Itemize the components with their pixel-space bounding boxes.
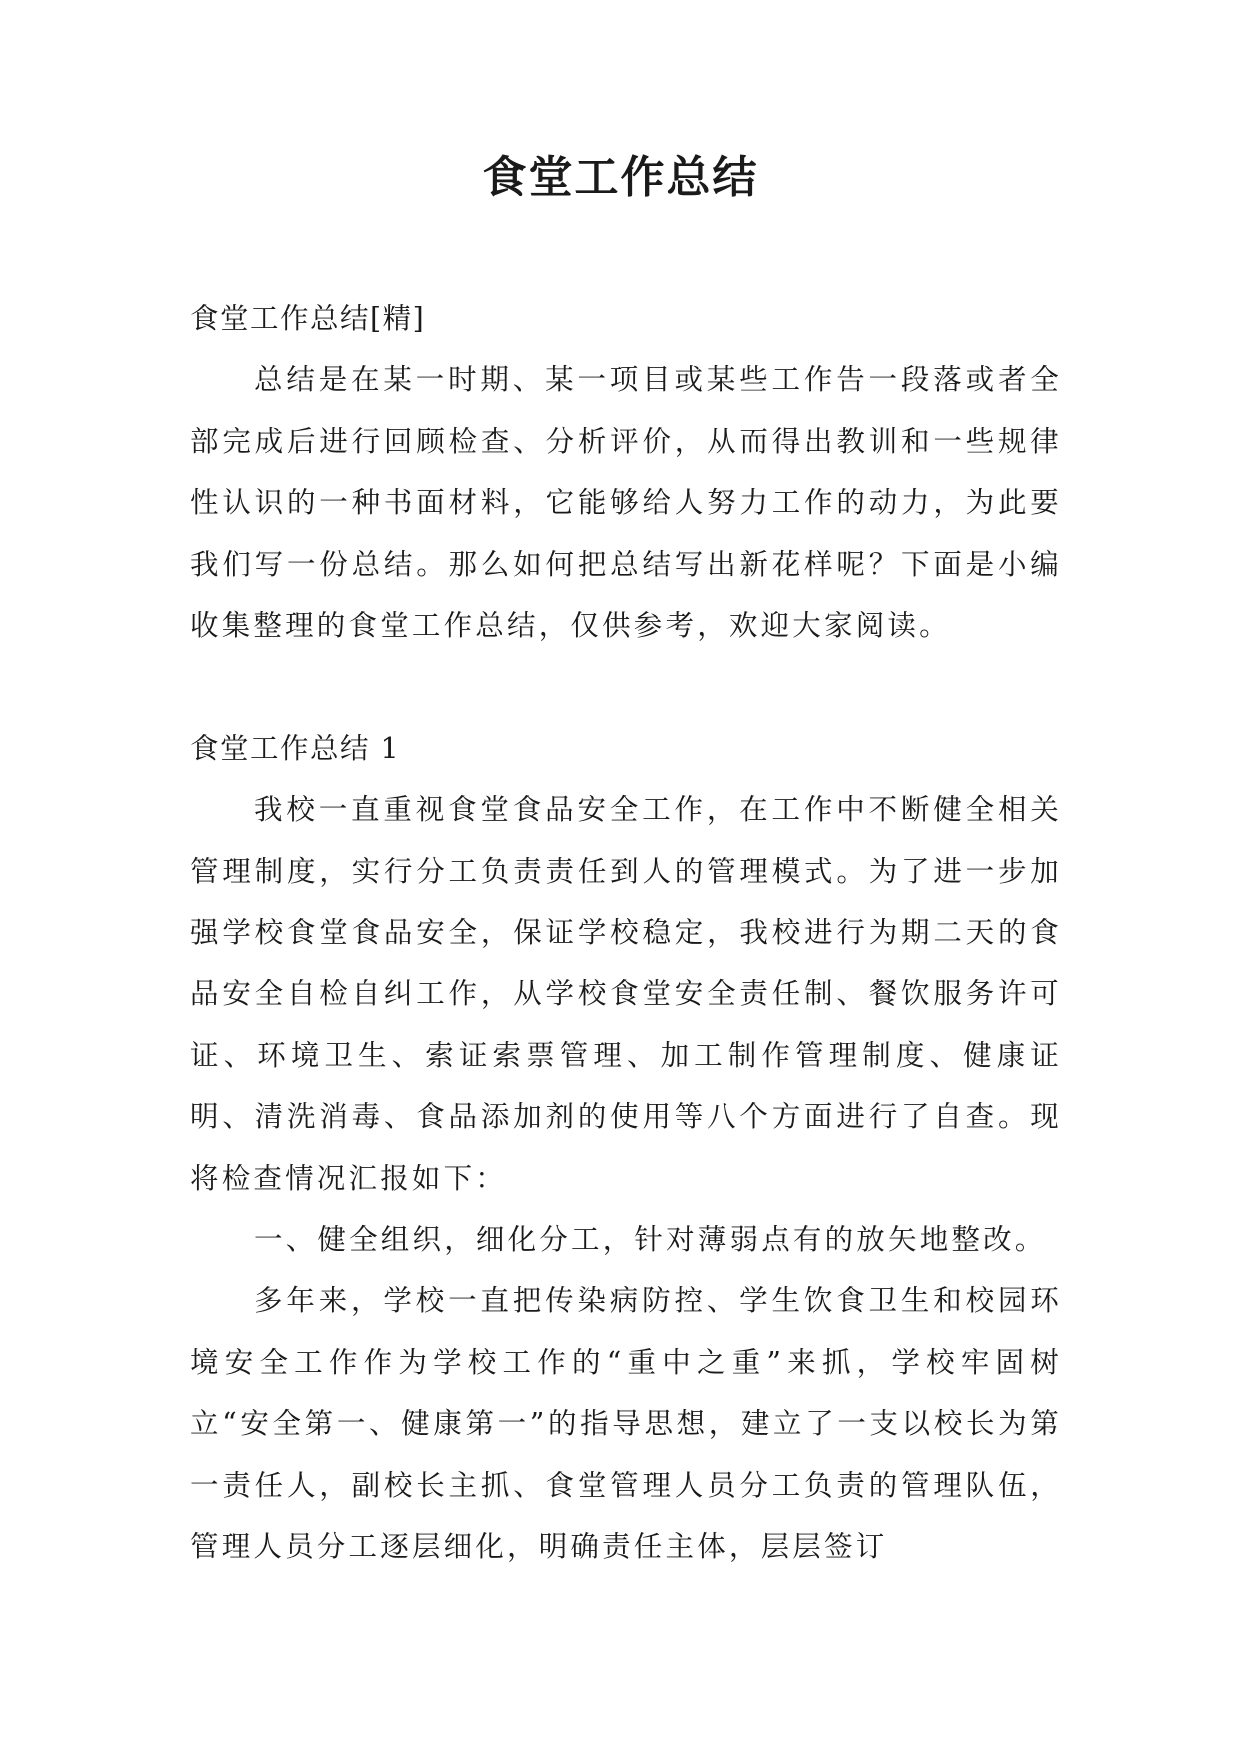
document-subtitle: 食堂工作总结[精] (190, 302, 426, 335)
intro-paragraph: 总结是在某一时期、某一项目或某些工作告一段落或者全部完成后进行回顾检查、分析评价，从而得出教训和一些规律性认识的一种书面材料，它能够给人努力工作的动力，为此要我们写一份总结。那么如何把总结写出新花样呢？下面是小编收集整理的食堂工作总结，仅供参考，欢迎大家阅读。 (190, 363, 1062, 643)
body-paragraph: 多年来，学校一直把传染病防控、学生饮食卫生和校园环境安全工作作为学校工作的“重中之重”来抓，学校牢固树立“安全第一、健康第一”的指导思想，建立了一支以校长为第一责任人，副校长主抓、食堂管理人员分工负责的管理队伍，管理人员分工逐层细化，明确责任主体，层层签订 (190, 1284, 1062, 1564)
body-paragraph: 我校一直重视食堂食品安全工作，在工作中不断健全相关管理制度，实行分工负责责任到人的管理模式。为了进一步加强学校食堂食品安全，保证学校稳定，我校进行为期二天的食品安全自检自纠工作，从学校食堂安全责任制、餐饮服务许可证、环境卫生、索证索票管理、加工制作管理制度、健康证明、清洗消毒、食品添加剂的使用等八个方面进行了自查。现将检查情况汇报如下： (190, 793, 1062, 1195)
paragraph-spacer (190, 656, 1062, 717)
document-title: 食堂工作总结 (482, 152, 759, 203)
section-heading: 食堂工作总结 1 (190, 731, 401, 765)
list-item-heading: 一、健全组织，细化分工，针对薄弱点有的放矢地整改。 (254, 1223, 1047, 1257)
document-body (190, 288, 1062, 1578)
